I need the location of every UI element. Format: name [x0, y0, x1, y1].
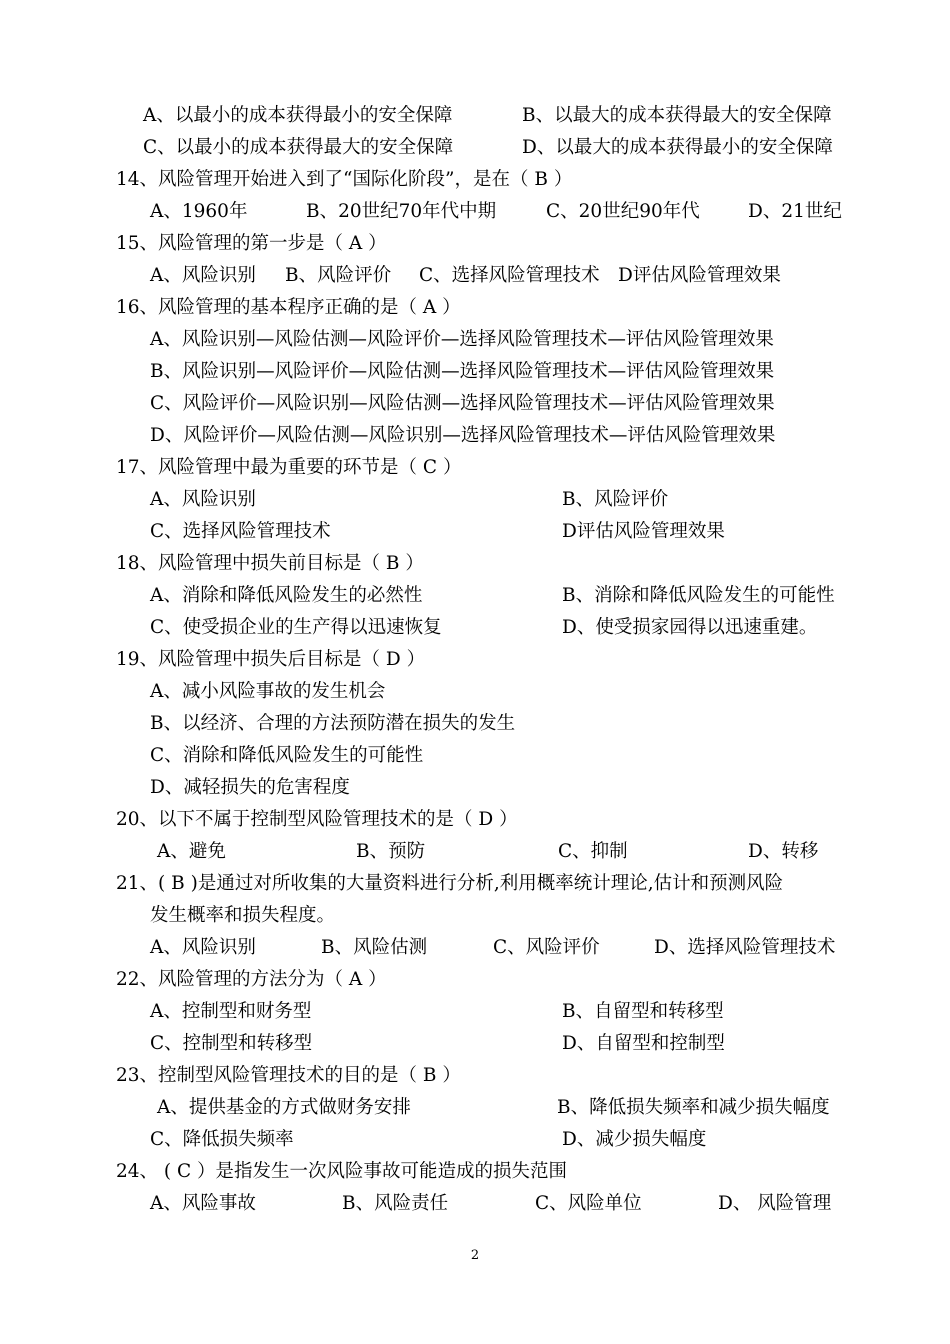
q16-option-c: C、风险评价—风险识别—风险估测—选择风险管理技术—评估风险管理效果 [150, 393, 775, 414]
question-22-stem: 22、风险管理的方法分为（ A ） [116, 969, 387, 990]
q19-option-d: D、减轻损失的危害程度 [150, 777, 350, 798]
q14-option-a: A、1960年 [150, 201, 248, 222]
q24-option-a: A、风险事故 [150, 1193, 256, 1214]
option-c: C、以最小的成本获得最大的安全保障 [143, 137, 454, 158]
q23-option-c: C、降低损失频率 [150, 1129, 294, 1150]
q16-option-d: D、风险评价—风险估测—风险识别—选择风险管理技术—评估风险管理效果 [150, 425, 776, 446]
q22-option-b: B、自留型和转移型 [562, 1001, 724, 1022]
q19-option-b: B、以经济、合理的方法预防潜在损失的发生 [150, 713, 516, 734]
q17-option-d: D评估风险管理效果 [562, 521, 725, 542]
q24-option-c: C、风险单位 [535, 1193, 642, 1214]
q18-option-b: B、消除和降低风险发生的可能性 [562, 585, 835, 606]
q19-option-a: A、减小风险事故的发生机会 [150, 681, 386, 702]
q23-option-b: B、降低损失频率和减少损失幅度 [557, 1097, 830, 1118]
q23-option-d: D、减少损失幅度 [562, 1129, 707, 1150]
q16-option-a: A、风险识别—风险估测—风险评价—选择风险管理技术—评估风险管理效果 [150, 329, 774, 350]
q21-option-c: C、风险评价 [493, 937, 600, 958]
q20-option-b: B、预防 [356, 841, 426, 862]
question-24-stem: 24、 ( C ）是指发生一次风险事故可能造成的损失范围 [116, 1161, 568, 1182]
q15-option-a: A、风险识别 [150, 265, 256, 286]
q18-option-c: C、使受损企业的生产得以迅速恢复 [150, 617, 442, 638]
q16-option-b: B、风险识别—风险评价—风险估测—选择风险管理技术—评估风险管理效果 [150, 361, 775, 382]
q20-option-a: A、避免 [157, 841, 226, 862]
q21-option-d: D、选择风险管理技术 [654, 937, 836, 958]
q15-option-b: B、风险评价 [285, 265, 392, 286]
q18-option-d: D、使受损家园得以迅速重建。 [562, 617, 818, 638]
question-21-stem-continued: 发生概率和损失程度。 [150, 905, 336, 926]
q21-option-a: A、风险识别 [150, 937, 256, 958]
question-15-stem: 15、风险管理的第一步是（ A ） [116, 233, 387, 254]
option-b: B、以最大的成本获得最大的安全保障 [522, 105, 832, 126]
q19-option-c: C、消除和降低风险发生的可能性 [150, 745, 424, 766]
q24-option-d: D、 风险管理 [718, 1193, 832, 1214]
question-14-stem: 14、风险管理开始进入到了“国际化阶段”，是在（ B ） [116, 169, 573, 190]
question-23-stem: 23、控制型风险管理技术的目的是（ B ） [116, 1065, 461, 1086]
q20-option-c: C、抑制 [558, 841, 628, 862]
q22-option-c: C、控制型和转移型 [150, 1033, 313, 1054]
q14-option-c: C、20世纪90年代 [546, 201, 700, 222]
q17-option-b: B、风险评价 [562, 489, 669, 510]
q17-option-a: A、风险识别 [150, 489, 256, 510]
q22-option-a: A、控制型和财务型 [150, 1001, 312, 1022]
question-19-stem: 19、风险管理中损失后目标是（ D ） [116, 649, 426, 670]
question-17-stem: 17、风险管理中最为重要的环节是（ C ） [116, 457, 462, 478]
question-16-stem: 16、风险管理的基本程序正确的是（ A ） [116, 297, 461, 318]
q14-option-d: D、21世纪 [748, 201, 842, 222]
q15-option-d: D评估风险管理效果 [618, 265, 781, 286]
option-a: A、以最小的成本获得最小的安全保障 [143, 105, 453, 126]
q23-option-a: A、提供基金的方式做财务安排 [157, 1097, 411, 1118]
question-20-stem: 20、以下不属于控制型风险管理技术的是（ D ） [116, 809, 518, 830]
q24-option-b: B、风险责任 [342, 1193, 449, 1214]
q21-option-b: B、风险估测 [321, 937, 428, 958]
q18-option-a: A、消除和降低风险发生的必然性 [150, 585, 423, 606]
option-d: D、以最大的成本获得最小的安全保障 [522, 137, 833, 158]
question-18-stem: 18、风险管理中损失前目标是（ B ） [116, 553, 424, 574]
q20-option-d: D、转移 [748, 841, 819, 862]
q15-option-c: C、选择风险管理技术 [419, 265, 600, 286]
question-21-stem: 21、( B )是通过对所收集的大量资料进行分析,利用概率统计理论,估计和预测风险 [116, 873, 784, 894]
page-number: 2 [470, 1248, 480, 1263]
q17-option-c: C、选择风险管理技术 [150, 521, 331, 542]
q22-option-d: D、自留型和控制型 [562, 1033, 725, 1054]
q14-option-b: B、20世纪70年代中期 [306, 201, 497, 222]
